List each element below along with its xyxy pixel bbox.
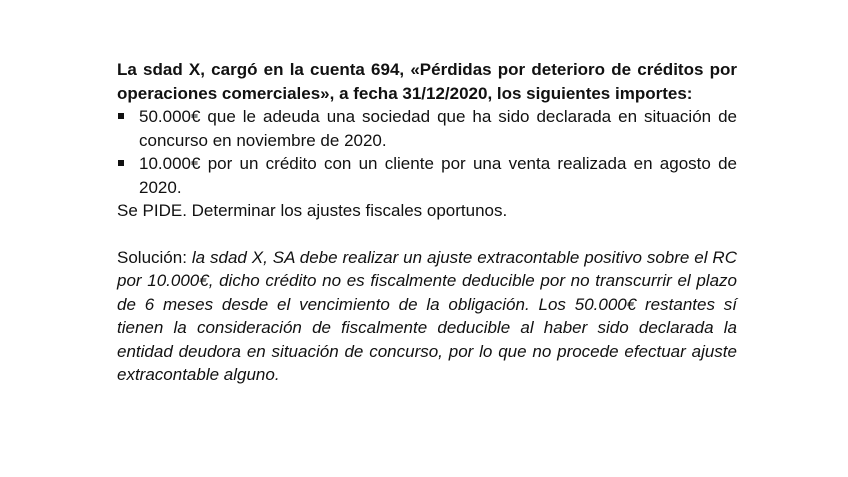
exercise-content [117, 58, 737, 387]
square-bullet-icon [118, 113, 124, 119]
exercise-task: Se PIDE. Determinar los ajustes fiscales oportunos. [117, 201, 508, 220]
exercise-statement: La sdad X, cargó en la cuenta 694, «Pérdidas por deterioro de créditos por operaciones comerciales», a fecha 31/12/2020, los siguientes importes: [117, 60, 737, 103]
solution-paragraph [117, 246, 737, 387]
solution-text: la sdad X, SA debe realizar un ajuste extracontable positivo sobre el RC por 10.000€, dicho crédito no es fiscalmente deducible por no transcurrir el plazo de 6 meses desde el vencimiento de la obligación. Los 50.000€ restantes sí tienen la consideración de fiscalmente deducible al haber sido declarada la entidad deudora en situación de concurso, por lo que no procede efectuar ajuste extracontable alguno. [117, 247, 737, 384]
list-item [117, 105, 737, 152]
list-item [117, 152, 737, 199]
square-bullet-icon [118, 160, 124, 166]
list-item-text: 10.000€ por un crédito con un cliente por una venta realizada en agosto de 2020. [139, 154, 737, 197]
list-item-text: 50.000€ que le adeuda una sociedad que ha sido declarada en situación de concurso en noviembre de 2020. [139, 107, 737, 150]
solution-label: Solución: [117, 247, 192, 267]
amounts-list [117, 105, 737, 199]
